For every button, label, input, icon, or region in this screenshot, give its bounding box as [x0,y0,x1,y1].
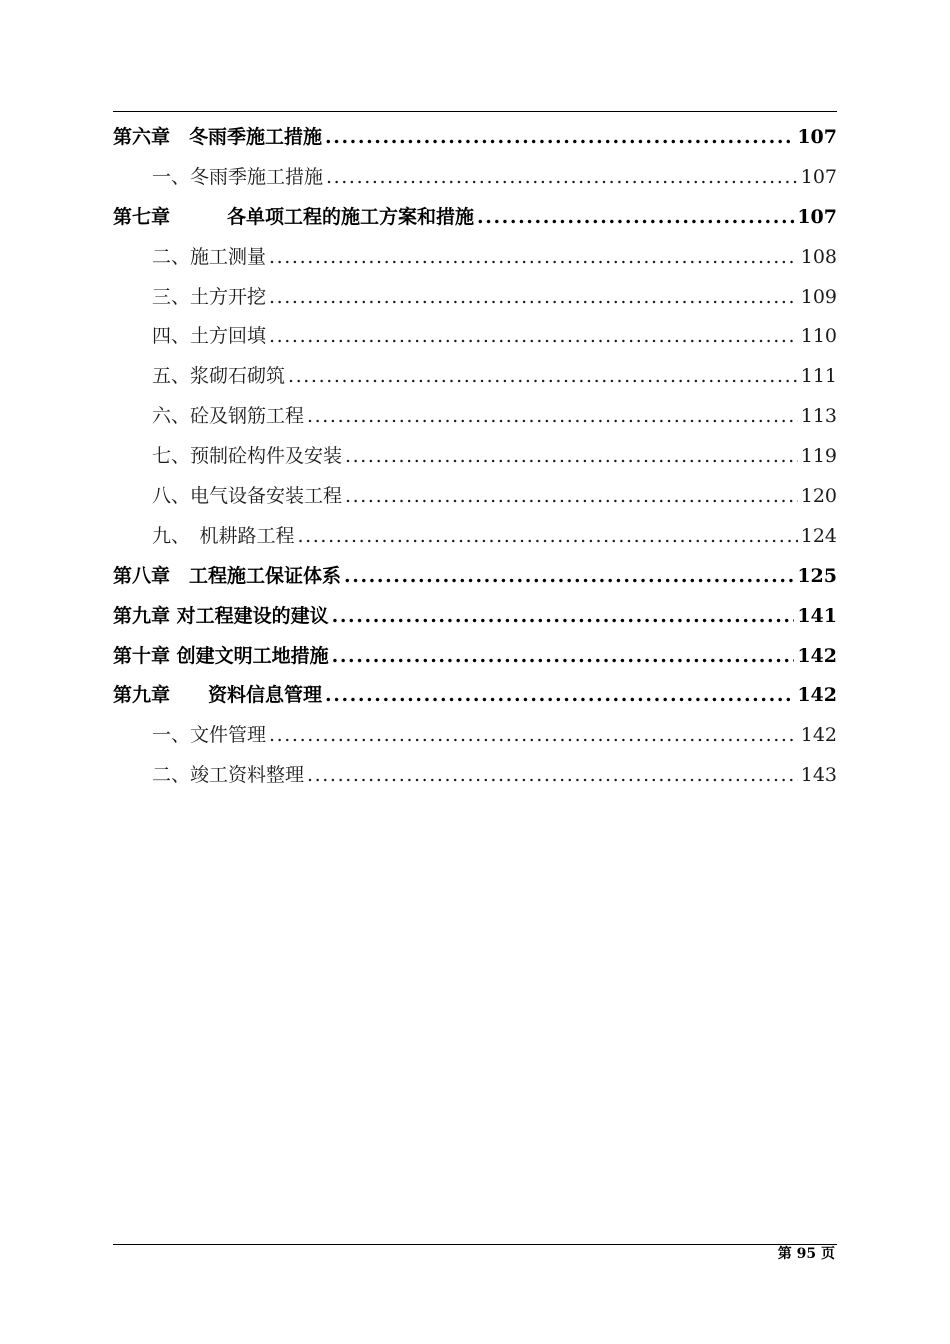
toc-section-entry[interactable] [113,357,837,397]
toc-entry-page-number: 142 [797,684,837,707]
toc-dot-leader [269,716,798,756]
toc-chapter-entry[interactable] [113,637,837,677]
toc-entry-title: 第九章 资料信息管理 [113,684,323,707]
toc-entry-page-number: 109 [800,285,837,308]
toc-section-entry[interactable] [113,278,837,318]
toc-dot-leader [332,597,795,637]
toc-entry-page-number: 125 [797,564,837,587]
toc-section-entry[interactable] [113,517,837,557]
toc-section-entry[interactable] [113,716,837,756]
toc-entry-title: 第八章 工程施工保证体系 [113,564,342,587]
toc-chapter-entry[interactable] [113,198,837,238]
toc-section-entry[interactable] [113,397,837,437]
toc-dot-leader [326,158,798,198]
toc-section-entry[interactable] [113,238,837,278]
toc-dot-leader [345,437,798,477]
toc-entry-page-number: 108 [800,245,837,268]
toc-entry-title: 一、文件管理 [152,724,267,747]
toc-entry-title: 七、预制砼构件及安装 [152,445,343,468]
toc-entry-title: 第九章 对工程建设的建议 [113,604,329,627]
toc-entry-page-number: 141 [797,604,837,627]
toc-dot-leader [288,357,798,397]
toc-chapter-entry[interactable] [113,676,837,716]
toc-entry-page-number: 107 [797,126,837,148]
toc-dot-leader [344,557,794,597]
toc-entry-page-number: 142 [800,724,837,747]
footer-rule [113,1244,837,1245]
toc-entry-page-number: 107 [800,165,837,188]
toc-entry-title: 九、 机耕路工程 [152,524,295,547]
toc-entry-page-number: 107 [797,205,837,228]
toc-entry-page-number: 110 [800,325,837,348]
toc-dot-leader [298,517,798,557]
toc-entry-title: 二、施工测量 [152,245,267,268]
toc-entry-page-number: 113 [800,405,837,428]
toc-dot-leader [269,238,798,278]
toc-section-entry[interactable] [113,158,837,198]
toc-chapter-entry[interactable] [113,557,837,597]
toc-entry-title: 八、电气设备安装工程 [152,485,343,508]
toc-dot-leader [307,397,798,437]
toc-entry-title: 三、土方开挖 [152,285,267,308]
toc-section-entry[interactable] [113,437,837,477]
toc-entry-title: 第六章 冬雨季施工措施 [113,126,323,148]
toc-entry-page-number: 142 [797,644,837,667]
toc-dot-leader [307,756,798,796]
toc-dot-leader [332,637,795,677]
toc-entry-title: 一、冬雨季施工措施 [152,165,324,188]
toc-dot-leader [269,278,798,318]
toc-entry-title: 二、竣工资料整理 [152,764,305,787]
header-rule [113,111,837,112]
toc-dot-leader [477,198,794,238]
toc-section-entry[interactable] [113,477,837,517]
toc-chapter-entry[interactable] [113,118,837,158]
toc-entry-page-number: 111 [800,365,837,388]
toc-entry-title: 六、砼及钢筋工程 [152,405,305,428]
toc-entry-page-number: 120 [800,485,837,508]
toc-entry-title: 五、浆砌石砌筑 [152,365,286,388]
table-of-contents [113,118,837,796]
toc-entry-page-number: 143 [800,764,837,787]
page-number: 第 95 页 [777,1246,835,1262]
toc-chapter-entry[interactable] [113,597,837,637]
toc-entry-title: 第十章 创建文明工地措施 [113,644,329,667]
toc-entry-page-number: 119 [800,445,837,468]
toc-section-entry[interactable] [113,756,837,796]
toc-dot-leader [269,317,798,357]
toc-dot-leader [325,676,794,716]
toc-entry-page-number: 124 [800,524,837,547]
toc-entry-title: 四、土方回填 [152,325,267,348]
toc-dot-leader [345,477,798,517]
toc-section-entry[interactable] [113,317,837,357]
toc-dot-leader [325,118,794,158]
toc-entry-title: 第七章 各单项工程的施工方案和措施 [113,205,475,228]
